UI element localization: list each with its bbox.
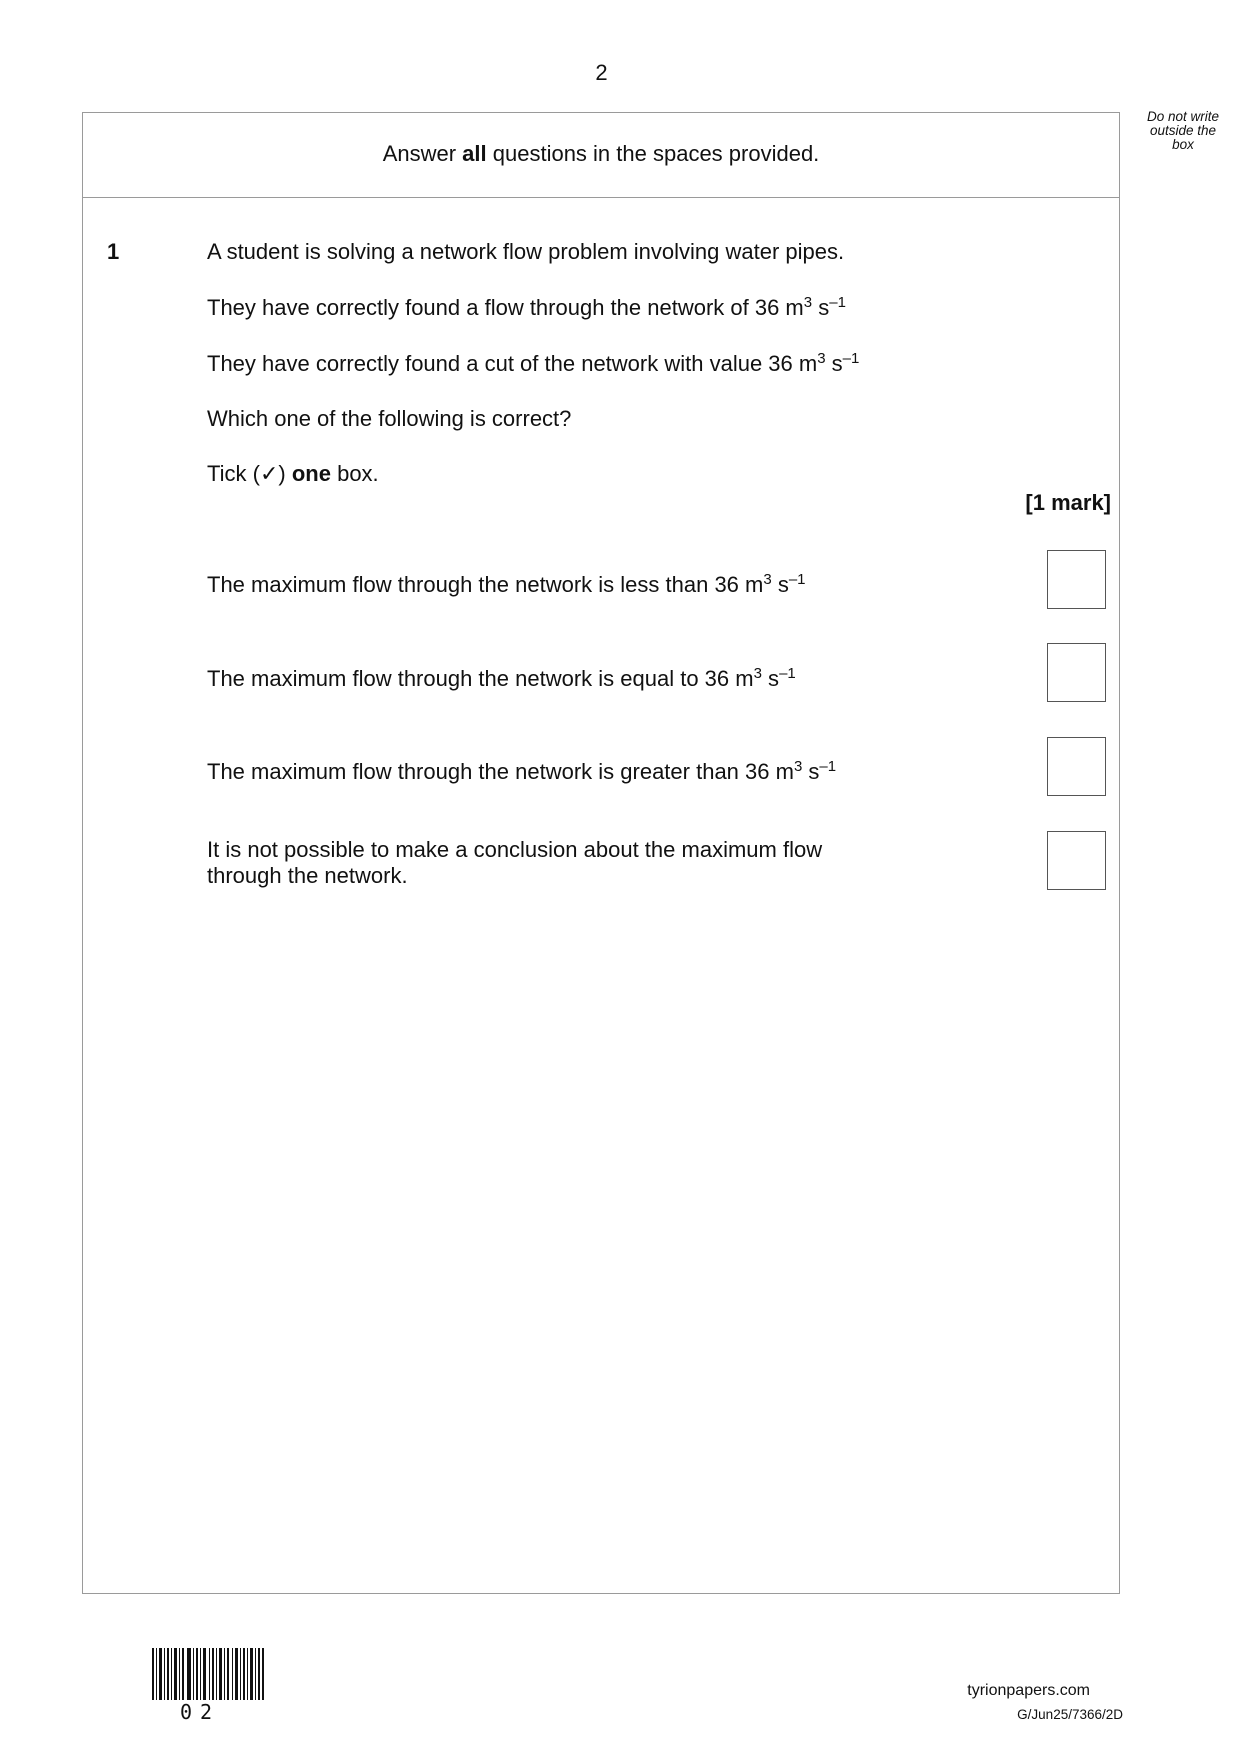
instruction	[82, 141, 1120, 167]
option-text: The maximum flow through the network is greater than 36 m	[207, 759, 794, 784]
question-text: They have correctly found a cut of the network with value 36 m	[207, 351, 818, 376]
tick-text: )	[278, 461, 292, 486]
unit-text: s	[825, 351, 843, 376]
unit-exponent: –1	[779, 665, 796, 682]
question-number: 1	[107, 239, 120, 264]
question-line	[207, 351, 859, 377]
option-tick-box[interactable]	[1047, 737, 1106, 796]
question-text: They have correctly found a flow through the network of 36 m	[207, 295, 804, 320]
tick-text: Tick (	[207, 461, 260, 486]
unit-exponent: –1	[842, 350, 860, 367]
option-text: The maximum flow through the network is equal to 36 m	[207, 666, 754, 691]
option-tick-box[interactable]	[1047, 831, 1106, 890]
barcode-icon	[152, 1648, 264, 1700]
question-line	[207, 295, 846, 321]
tick-instruction	[207, 461, 379, 487]
barcode-digits: 02	[180, 1700, 221, 1724]
page-number: 2	[595, 60, 608, 85]
margin-note-line: outside the	[1149, 123, 1217, 138]
unit-text: s	[812, 295, 830, 320]
option-label	[207, 759, 927, 785]
unit-exponent: –1	[829, 294, 846, 311]
option-tick-box[interactable]	[1047, 550, 1106, 609]
tick-icon: ✓	[259, 461, 279, 486]
instruction-text: Answer	[382, 141, 463, 166]
margin-note	[1138, 110, 1228, 152]
instruction-text: questions in the spaces provided.	[486, 141, 820, 166]
unit-exponent: 3	[753, 665, 762, 682]
margin-note-line: box	[1172, 137, 1194, 152]
unit-exponent: 3	[817, 350, 826, 367]
option-tick-box[interactable]	[1047, 643, 1106, 702]
instruction-emphasis: all	[462, 141, 487, 166]
unit-exponent: –1	[819, 758, 837, 775]
unit-exponent: 3	[803, 294, 813, 311]
question-line: A student is solving a network flow problem involving water pipes.	[207, 239, 845, 264]
option-label	[207, 572, 927, 598]
unit-text: s	[802, 759, 820, 784]
unit-text: s	[761, 666, 780, 691]
margin-note-line: Do not write	[1146, 109, 1220, 124]
option-label	[207, 666, 927, 692]
unit-exponent: 3	[763, 571, 772, 588]
tick-emphasis: one	[291, 461, 331, 486]
footer-site: tyrionpapers.com	[967, 1682, 1090, 1699]
footer-code: G/Jun25/7366/2D	[1017, 1707, 1123, 1722]
option-text: The maximum flow through the network is less than 36 m	[207, 572, 764, 597]
header-divider	[82, 197, 1120, 198]
unit-exponent: –1	[788, 571, 806, 588]
unit-text: s	[771, 572, 789, 597]
unit-exponent: 3	[793, 758, 803, 775]
question-line: Which one of the following is correct?	[207, 406, 572, 431]
tick-text: box.	[330, 461, 379, 486]
option-label: It is not possible to make a conclusion about the maximum flow through the network.	[207, 837, 823, 888]
marks-label: [1 mark]	[1025, 490, 1111, 515]
